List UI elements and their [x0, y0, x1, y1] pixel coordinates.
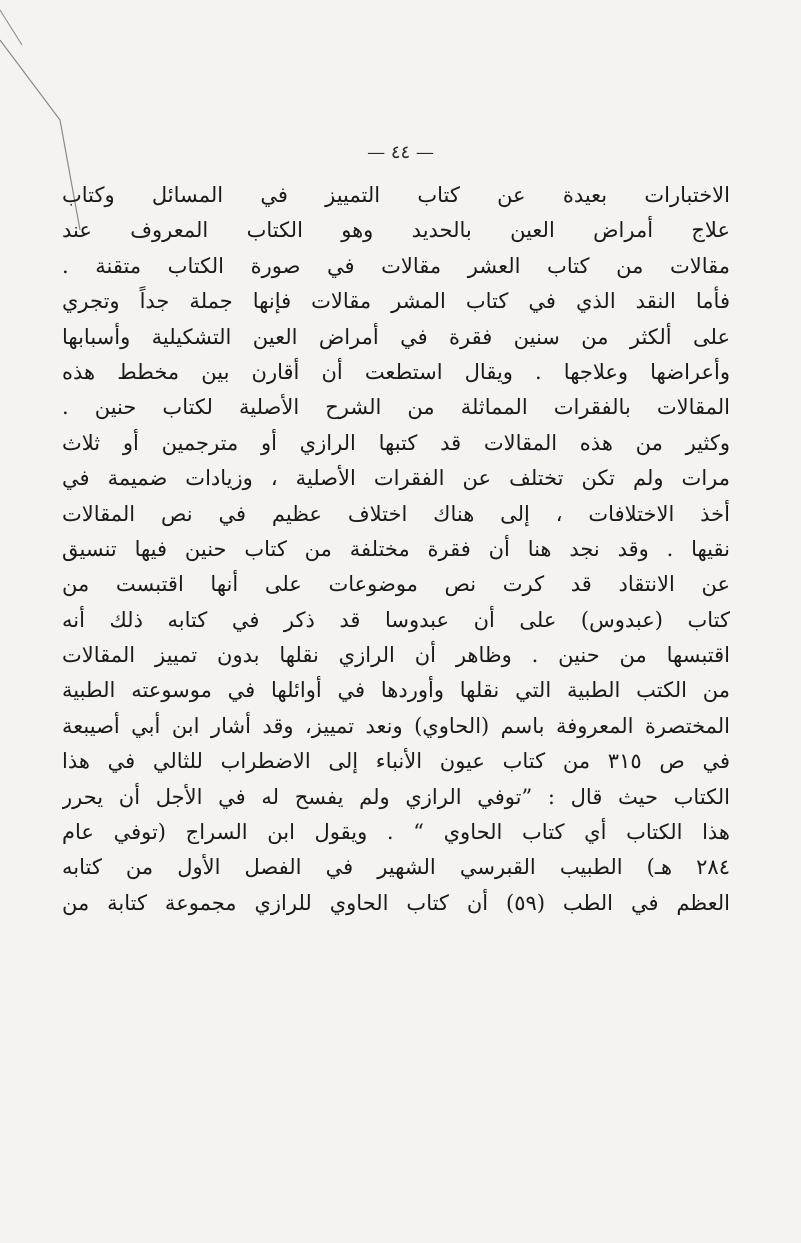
text-line: العظم في الطب (٥٩) أن كتاب الحاوي للرازي مجموعة كتابة من [62, 890, 730, 915]
text-line: المقالات بالفقرات المماثلة من الشرح الأصلية لكتاب حنين . [62, 395, 730, 420]
text-line: فأما النقد الذي في كتاب المشر مقالات فإنها جملة جداً وتجري [62, 289, 730, 314]
text-line: علاج أمراض العين بالحديد وهو الكتاب المعروف عند [62, 218, 730, 243]
text-line: في ص ٣١٥ من كتاب عيون الأنباء إلى الاضطراب للثالي في هذا [62, 749, 730, 774]
body-text [62, 178, 730, 921]
text-line: وكثير من هذه المقالات قد كتبها الرازي أو مترجمين أو ثلاث [62, 430, 730, 455]
text-line: هذا الكتاب أي كتاب الحاوي “ . ويقول ابن السراج (توفي عام [62, 820, 730, 845]
text-line: المختصرة المعروفة باسم (الحاوي) ونعد تمييز، وقد أشار ابن أبي أصيبعة [62, 713, 730, 738]
page-number: — ٤٤ — [367, 142, 434, 163]
text-line: مقالات من كتاب العشر مقالات في صورة الكتاب متقنة . [62, 253, 730, 278]
text-line: الاختبارات بعيدة عن كتاب التمييز في المسائل وكتاب [62, 183, 730, 207]
text-line: نقيها . وقد نجد هنا أن فقرة مختلفة من كتاب حنين فيها تنسيق [62, 536, 730, 561]
text-line: الكتاب حيث قال : ”توفي الرازي ولم يفسح له في الأجل أن يحرر [62, 784, 730, 809]
text-line: ٢٨٤ هـ) الطبيب القبرسي الشهير في الفصل الأول من كتابه [62, 855, 730, 880]
text-line: كتاب (عبدوس) على أن عبدوسا قد ذكر في كتابه ذلك أنه [62, 607, 730, 632]
text-line: عن الانتقاد قد كرت نص موضوعات على أنها اقتبست من [62, 572, 730, 597]
text-line: أخذ الاختلافات ، إلى هناك اختلاف عظيم في نص المقالات [62, 501, 730, 526]
text-line: مرات ولم تكن تختلف عن الفقرات الأصلية ، وزيادات ضميمة في [62, 466, 730, 491]
text-line: من الكتب الطبية التي نقلها وأوردها في أوائلها في موسوعته الطبية [62, 678, 730, 703]
text-line: وأعراضها وعلاجها . ويقال استطعت أن أقارن بين مخطط هذه [62, 359, 730, 384]
text-line: على ألكثر من سنين فقرة في أمراض العين التشكيلية وأسبابها [62, 324, 730, 349]
text-line: اقتبسها من حنين . وظاهر أن الرازي نقلها بدون تمييز المقالات [62, 643, 730, 668]
